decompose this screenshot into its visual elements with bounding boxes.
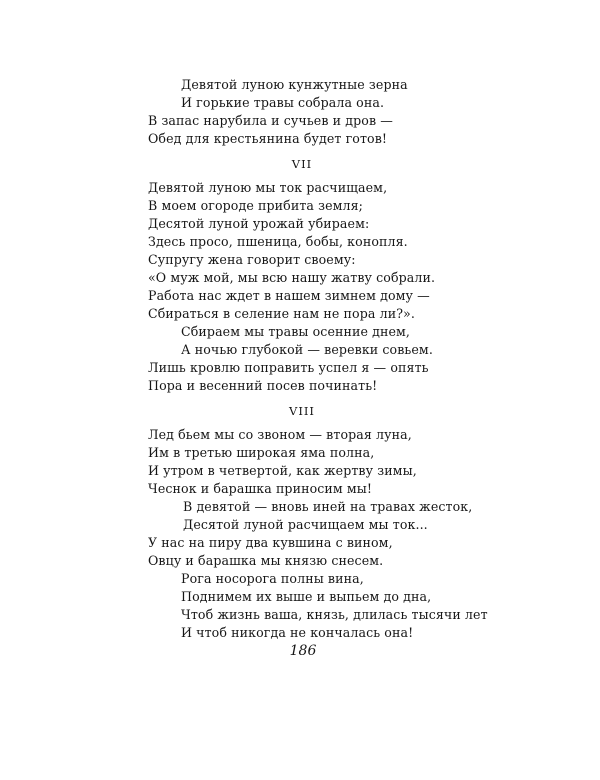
poem-line: А ночью глубокой — веревки совьем.	[181, 342, 433, 357]
poem-line: У нас на пиру два кувшина с вином,	[148, 535, 393, 550]
poem-line: Обед для крестьянина будет готов!	[148, 131, 388, 146]
poem-line: Сбираться в селение нам не пора ли?».	[148, 306, 415, 321]
poem-line: В девятой — вновь иней на травах жесток,	[183, 499, 473, 514]
poem-line: Лед бьем мы со звоном — вторая луна,	[148, 427, 412, 442]
poem-line: Девятой луною мы ток расчищаем,	[148, 180, 388, 195]
poem-line: Здесь просо, пшеница, бобы, конопля.	[148, 234, 408, 249]
poem-line: В запас нарубила и сучьев и дров —	[148, 113, 393, 128]
section-heading: VIII	[289, 404, 315, 418]
poem-line: «О муж мой, мы всю нашу жатву собрали.	[148, 270, 436, 285]
section-heading: VII	[291, 157, 313, 171]
poem-line: Сбираем мы травы осенние днем,	[181, 324, 411, 339]
poem-line: Чтоб жизнь ваша, князь, длилась тысячи лет	[181, 607, 488, 622]
poem-line: Рога носорога полны вина,	[181, 571, 364, 586]
poem-line: Лишь кровлю поправить успел я — опять	[148, 360, 429, 375]
poem-line: И утром в четвертой, как жертву зимы,	[148, 463, 417, 478]
poem-line: Супругу жена говорит своему:	[148, 252, 356, 267]
poem-line: Десятой луной урожай убираем:	[148, 216, 370, 231]
poem-line: Десятой луной расчищаем мы ток...	[183, 517, 428, 532]
poem-line: И чтоб никогда не кончалась она!	[181, 625, 414, 640]
poem-line: Чеснок и барашка приносим мы!	[148, 481, 373, 496]
poem-line: Им в третью широкая яма полна,	[148, 445, 375, 460]
poem-line: Овцу и барашка мы князю снесем.	[148, 553, 384, 568]
poem-line: Поднимем их выше и выпьем до дна,	[181, 589, 432, 604]
poem-line: Работа нас ждет в нашем зимнем дому —	[148, 288, 430, 303]
page-number: 186	[289, 643, 317, 659]
poem-line: В моем огороде прибита земля;	[148, 198, 364, 213]
poem-line: Пора и весенний посев починать!	[148, 378, 378, 393]
poem-line: Девятой луною кунжутные зерна	[181, 77, 408, 92]
poem-line: И горькие травы собрала она.	[181, 95, 385, 110]
